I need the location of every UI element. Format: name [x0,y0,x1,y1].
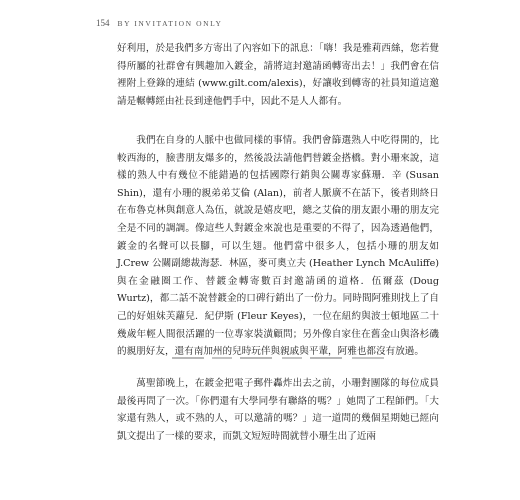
body-text-block-1 [117,40,439,110]
body-text-block-3 [117,375,439,445]
body-paragraph: 萬聖節晚上，在鍍金把電子郵件轟炸出去之前，小珊對團隊的每位成員最後再問了一次。「你們還有大學同學有聯絡的嗎？」她問了工程師們。「大家還有熟人，或不熟的人，可以邀請的嗎？」這一道問的幾個星期她已經向凱文提出了一樣的要求，而凱文短短時間就替小珊生出了近兩 [117,378,439,442]
running-header [96,18,436,32]
body-paragraph: 好利用，於是我們多方寄出了內容如下的訊息：「嗨！我是雅莉西絲，您若覺得所屬的社群會有興趣加入鍍金，請將這封邀請函轉寄出去！」我們會在信裡附上登錄的連結 (www.gilt.com/alexis)，好讓收到轉寄的社員知道這邀請是輾轉經由社長到達他們手中，因此不是人人都有。 [117,43,439,107]
running-title: BY INVITATION ONLY [117,19,223,28]
body-paragraph: 我們在自身的人脈中也做同樣的事情。我們會篩選熟人中吃得開的，比較西海的，臉書朋友爆多的，然後設法請他們替鍍金搭橋。對小珊來說，這樣的熟人中有幾位不能錯過的包括國際行銷與公關專家蘇珊．辛 (Susan Shin)，還有小珊的親弟弟艾倫 (Alan)，前者人脈廣不在話下，後者則終日在布魯克林與創意人為伍，就說是嬉皮吧，總之艾倫的朋友跟小珊的朋友完全是不同的調調。像這些人對鍍金來說也是重要的不得了，因為透過他們，鍍金的名聲可以長腳，可以生翅。他們當中很多人，包括小珊的朋友如 J.Crew 公關副總裁海瑟．林區，麥可奧立夫 (Heather Lynch McAuliffe) 與在金融圈工作、替鍍金轉寄數百封邀請函的道格．伍爾茲 (Doug Wurtz)，都二話不說替鍍金的口碑行銷出了一份力。同時間阿雅則找上了自己的好姐妹芙蘿兒．紀伊斯 (Fleur Keyes)，一位在紐約與波士頓地區二十幾歲年輕人間很活躍的一位專家裝潢顧問；另外像自家住在舊金山與洛杉磯的親朋好友，還有南加州的兒時玩伴與親戚與平輩，阿雅也都沒有放過。 [117,135,439,358]
page-number: 154 [96,18,110,28]
body-text-block-2 [117,132,439,361]
section-break-ornament [168,354,388,362]
